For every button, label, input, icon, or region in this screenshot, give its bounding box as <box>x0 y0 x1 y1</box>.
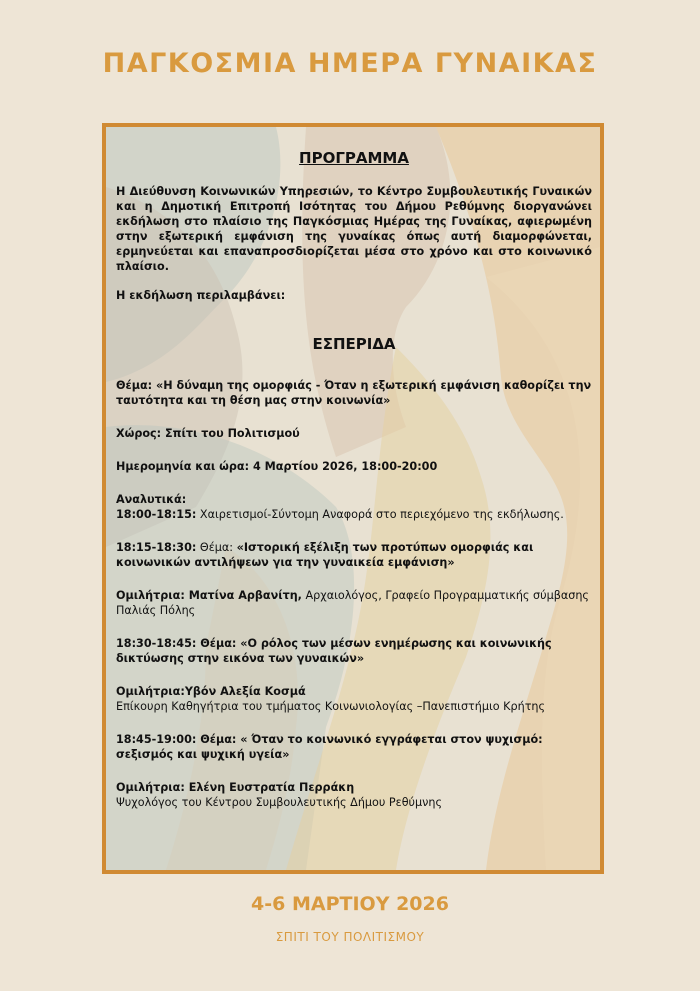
poster-title: ΠΑΓΚΟΣΜΙΑ ΗΜΕΡΑ ΓΥΝΑΙΚΑΣ <box>102 48 598 79</box>
slot-3: 18:30-18:45: Θέμα: «Ο ρόλος των μέσων ενημέρωσης και κοινωνικής δικτύωσης στην εικόνα των γυναικών» <box>116 637 552 665</box>
esperida-place: Χώρος: Σπίτι του Πολιτισμού <box>116 427 300 440</box>
details-label: Αναλυτικά: <box>116 493 187 506</box>
speaker-2-name: Ομιλήτρια:Υβόν Αλεξία Κοσμά <box>116 685 306 698</box>
speaker-1 <box>116 588 592 618</box>
slot-2-title: «Ιστορική εξέλιξη των προτύπων ομορφιάς και κοινωνικών αντιλήψεων για την γυναικεία εμφάνιση» <box>116 541 534 569</box>
slot-2-time: 18:15-18:30: <box>116 541 197 554</box>
event-dates: 4-6 ΜΑΡΤΙΟΥ 2026 <box>251 893 449 915</box>
program-heading: ΠΡΟΓΡΑΜΜΑ <box>299 149 409 167</box>
slot-4: 18:45-19:00: Θέμα: « Όταν το κοινωνικό εγγράφεται στον ψυχισμό: σεξισμός και ψυχική υγεία» <box>116 733 543 761</box>
slot-2 <box>116 540 592 570</box>
slot-1 <box>116 507 592 522</box>
program-intro: Η Διεύθυνση Κοινωνικών Υπηρεσιών, το Κέντρο Συμβουλευτικής Γυναικών και η Δημοτική Επιτροπή Ισότητας του Δήμου Ρεθύμνης διοργανώνει εκδήλωση στο πλαίσιο της Παγκόσμιας Ημέρας της Γυναίκας, αφιερωμένη στην εξωτερική εμφάνιση της γυναίκας όπως αυτή διαμορφώνεται, ερμηνεύεται και επαναπροσδιορίζεται μέσα στο χρόνο και στο κοινωνικό πλαίσιο. <box>116 185 592 273</box>
esperida-datetime: Ημερομηνία και ώρα: 4 Μαρτίου 2026, 18:00-20:00 <box>116 460 438 473</box>
speaker-1-name: Ομιλήτρια: Ματίνα Αρβανίτη, <box>116 589 302 602</box>
program-frame <box>102 123 604 874</box>
esperida-heading: ΕΣΠΕΡΙΔΑ <box>312 335 396 353</box>
slot-2-label: Θέμα: <box>199 541 234 554</box>
slot-1-text: Χαιρετισμοί-Σύντομη Αναφορά στο περιεχόμενο της εκδήλωσης. <box>199 508 564 521</box>
program-content <box>116 151 592 810</box>
esperida-theme: Θέμα: «Η δύναμη της ομορφιάς - Όταν η εξωτερική εμφάνιση καθορίζει την ταυτότητα και τη θέση μας στην κοινωνία» <box>116 379 592 407</box>
speaker-2-desc: Επίκουρη Καθηγήτρια του τμήματος Κοινωνιολογίας –Πανεπιστήμιο Κρήτης <box>116 700 546 713</box>
speaker-3-desc: Ψυχολόγος του Κέντρου Συμβουλευτικής Δήμου Ρεθύμνης <box>116 796 443 809</box>
speaker-3-name: Ομιλήτρια: Ελένη Ευστρατία Περράκη <box>116 781 355 794</box>
speaker-1-desc: Αρχαιολόγος, Γραφείο Προγραμματικής σύμβασης Παλιάς Πόλης <box>116 589 589 617</box>
program-includes: Η εκδήλωση περιλαμβάνει: <box>116 289 286 302</box>
event-venue: ΣΠΙΤΙ ΤΟΥ ΠΟΛΙΤΙΣΜΟΥ <box>275 930 425 944</box>
slot-1-time: 18:00-18:15: <box>116 508 197 521</box>
